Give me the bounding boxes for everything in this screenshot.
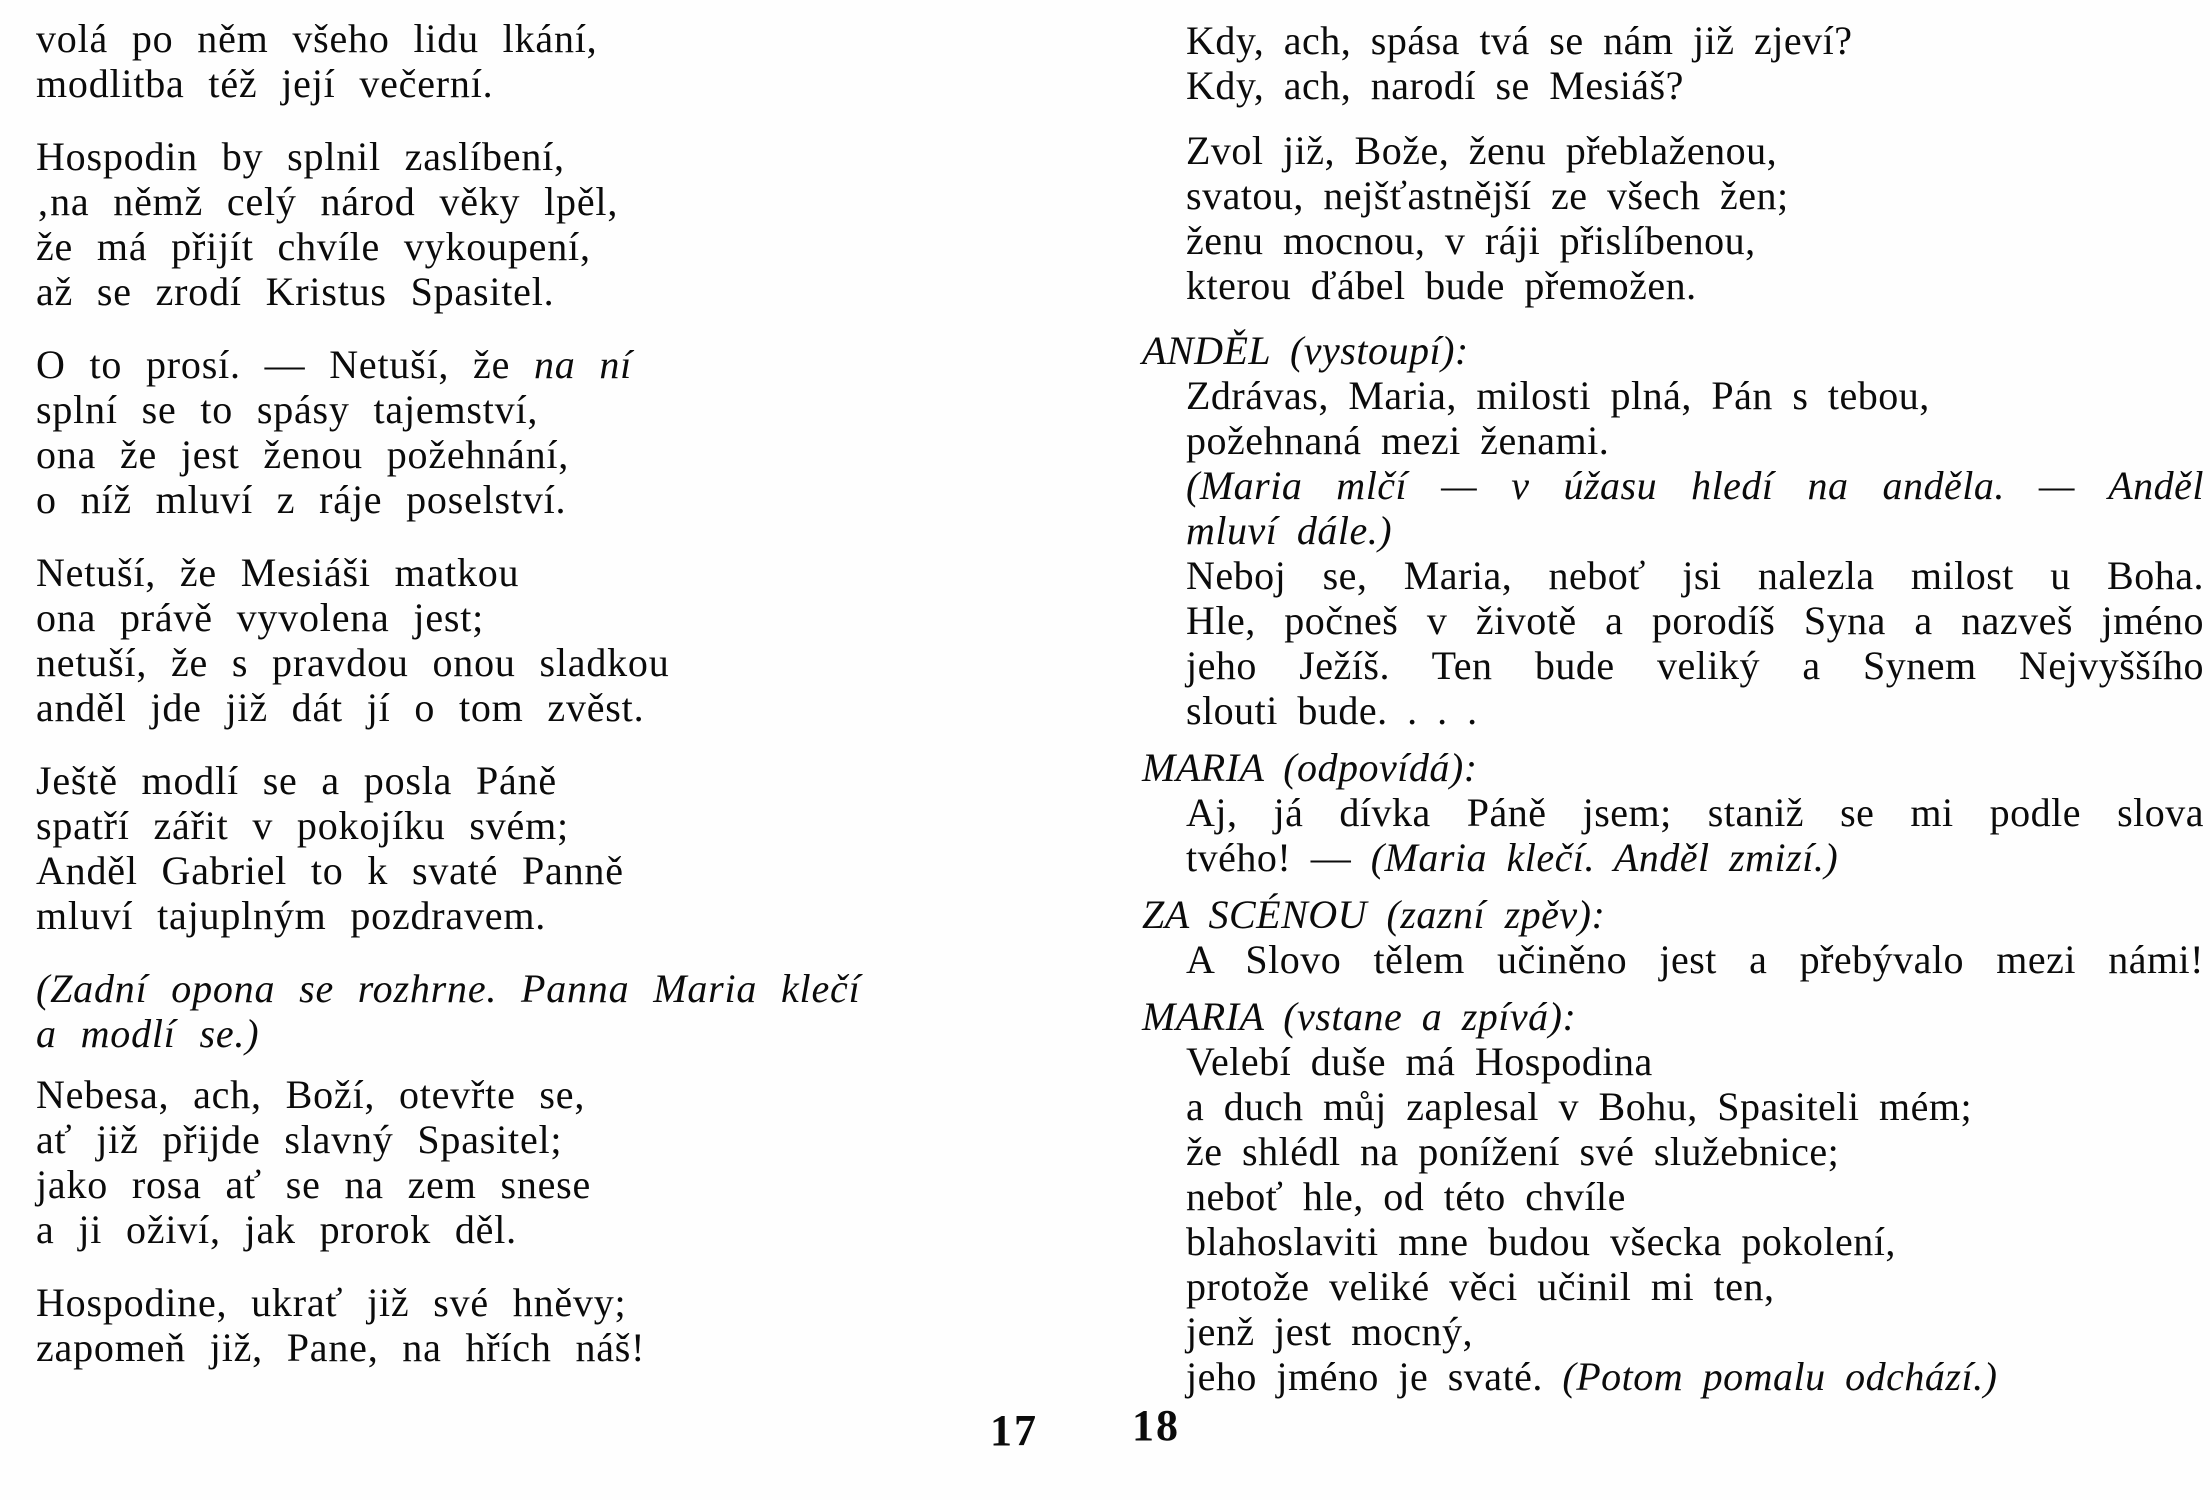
dialogue-line: Neboj se, Maria, neboť jsi nalezla milost u Boha. [1186,553,2204,598]
stage-direction-line: (Zadní opona se rozhrne. Panna Maria klečí [36,966,861,1011]
dialogue-block-maria-2 [1142,994,2204,1399]
dialogue-line: blahoslaviti mne budou všecka pokolení, [1186,1219,1896,1264]
stage-direction-inline: (Maria klečí. Anděl zmizí.) [1370,835,1839,880]
verse-line: svatou, nejšťastnější ze všech žen; [1186,173,1789,218]
verse-line: splní se to spásy tajemství, [36,387,539,432]
verse-line: a ji oživí, jak prorok děl. [36,1207,517,1252]
dialogue-text: jeho jméno je svaté. [1186,1354,1563,1399]
verse-line: mluví tajuplným pozdravem. [36,893,547,938]
dialogue-line: Aj, já dívka Páně jsem; staniž se mi podle slova [1186,790,2204,835]
verse-line: ‚na němž celý národ věky lpěl, [36,179,619,224]
verse-line: netuší, že s pravdou onou sladkou [36,640,670,685]
stanza [36,342,1036,522]
verse-line: modlitba též její večerní. [36,61,494,106]
verse-line: jako rosa ať se na zem snese [36,1162,592,1207]
stage-direction-line: a modlí se.) [36,1011,260,1056]
verse-line: Netuší, že Mesiáši matkou [36,550,520,595]
verse-line [36,342,1036,387]
verse-line: Hospodin by splnil zaslíbení, [36,134,565,179]
speaker-heading: MARIA (odpovídá): [1142,745,1478,790]
page-number-left: 17 [990,1406,1038,1455]
stanza [1186,18,2204,108]
dialogue-block-andel [1142,328,2204,733]
verse-line: ona že jest ženou požehnání, [36,432,570,477]
verse-line: Kdy, ach, spása tvá se nám již zjeví? [1186,18,1853,63]
dialogue-line: slouti bude. . . . [1186,688,1478,733]
dialogue-line: Hle, počneš v životě a porodíš Syna a nazveš jméno [1186,598,2204,643]
dialogue-line: A Slovo tělem učiněno jest a přebývalo mezi námi! [1186,937,2204,982]
dialogue-line: Velebí duše má Hospodina [1186,1039,1653,1084]
right-page-column [1142,18,2204,1411]
verse-line: o níž mluví z ráje poselství. [36,477,567,522]
verse-line: až se zrodí Kristus Spasitel. [36,269,555,314]
verse-text-italic: na ní [533,342,633,387]
speaker-heading: MARIA (vstane a zpívá): [1142,994,1577,1039]
dialogue-line: jenž jest mocný, [1186,1309,1474,1354]
dialogue-block-maria-1 [1142,745,2204,880]
stanza [36,1280,1036,1370]
stanza [36,16,1036,106]
verse-line: Anděl Gabriel to k svaté Panně [36,848,624,893]
dialogue-line: požehnaná mezi ženami. [1186,418,1610,463]
dialogue-text: tvého! — [1186,835,1371,880]
stanza [1186,128,2204,308]
speaker-heading: ZA SCÉNOU (zazní zpěv): [1142,892,1606,937]
dialogue-line: že shlédl na ponížení své služebnice; [1186,1129,1840,1174]
verse-line: ať již přijde slavný Spasitel; [36,1117,563,1162]
stage-direction-line: mluví dále.) [1186,508,1393,553]
dialogue-body [1186,937,2204,982]
dialogue-line: jeho Ježíš. Ten bude veliký a Synem Nejvyššího [1186,643,2204,688]
verse-line: Nebesa, ach, Boží, otevřte se, [36,1072,586,1117]
stanza [36,550,1036,730]
dialogue-line [1186,835,2204,880]
speaker-heading: ANDĚL (vystoupí): [1142,328,1469,373]
verse-line: Hospodine, ukrať již své hněvy; [36,1280,627,1325]
verse-line: Ještě modlí se a posla Páně [36,758,557,803]
verse-line: anděl jde již dát jí o tom zvěst. [36,685,645,730]
verse-line: spatří zářit v pokojíku svém; [36,803,569,848]
page-number-right: 18 [1132,1401,1180,1450]
verse-line: Zvol již, Bože, ženu přeblaženou, [1186,128,1778,173]
stage-direction-inline: (Potom pomalu odchází.) [1562,1354,1998,1399]
verse-line: ona právě vyvolena jest; [36,595,485,640]
stanza [36,758,1036,938]
dialogue-body [1186,790,2204,880]
verse-line: zapomeň již, Pane, na hřích náš! [36,1325,646,1370]
left-page-column [36,16,1036,1398]
dialogue-line: neboť hle, od této chvíle [1186,1174,1626,1219]
verse-line: že má přijít chvíle vykoupení, [36,224,591,269]
verse-text: O to prosí. — Netuší, že [36,342,534,387]
verse-line: Kdy, ach, narodí se Mesiáš? [1186,63,1684,108]
verse-line: kterou ďábel bude přemožen. [1186,263,1697,308]
stage-direction-line: (Maria mlčí — v úžasu hledí na anděla. — Anděl [1186,463,2204,508]
dialogue-line: Zdrávas, Maria, milosti plná, Pán s tebou, [1186,373,1930,418]
stage-direction [36,966,1036,1056]
dialogue-body [1186,373,2204,733]
verse-line: volá po něm všeho lidu lkání, [36,16,598,61]
dialogue-body [1186,1039,2204,1399]
dialogue-block-za-scenou [1142,892,2204,982]
dialogue-line: protože veliké věci učinil mi ten, [1186,1264,1775,1309]
verse-line: ženu mocnou, v ráji přislíbenou, [1186,218,1756,263]
dialogue-line: a duch můj zaplesal v Bohu, Spasiteli mém; [1186,1084,1973,1129]
dialogue-line [1186,1354,2204,1399]
stanza [36,1072,1036,1252]
stanza [36,134,1036,314]
